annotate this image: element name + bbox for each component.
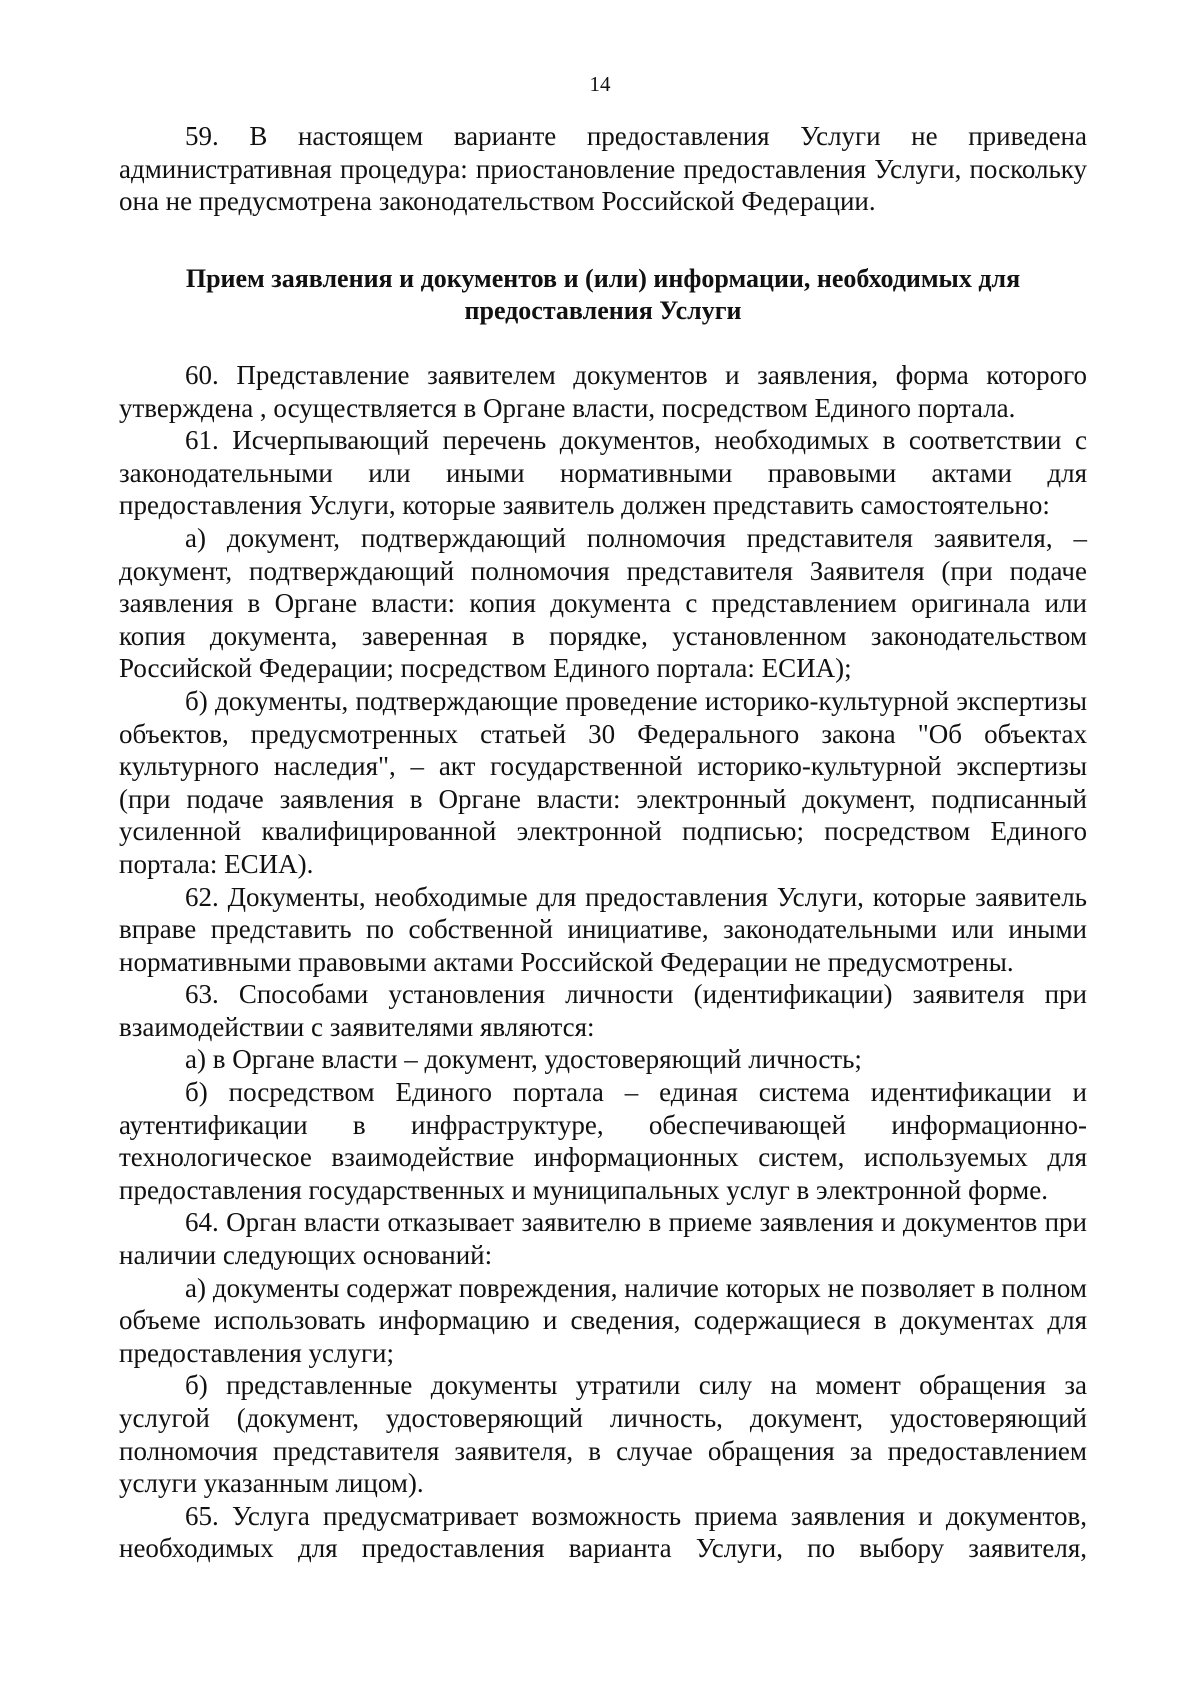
page-number: 14 <box>589 72 611 96</box>
section-heading: Прием заявления и документов и (или) информации, необходимых для предоставления Услуги <box>185 264 1021 325</box>
paragraph-63-a: а) в Органе власти – документ, удостоверяющий личность; <box>185 1044 862 1075</box>
paragraph-61-b: б) документы, подтверждающие проведение историко-культурной экспертизы объектов, предусмотренных статьей 30 Федерального закона "Об объектах культурного наследия", – акт государственной историко-культурной экспертизы (при подаче заявления в Органе власти: электронный документ, подписанный усиленной квалифицированной электронной подписью; посредством Единого портала: ЕСИА). <box>119 685 1087 879</box>
paragraph-64-b: б) представленные документы утратили силу на момент обращения за услугой (документ, удостоверяющий личность, документ, удостоверяющий полномочия представителя заявителя, в случае обращения за предоставлением услуги указанным лицом). <box>119 1370 1087 1499</box>
paragraph-group-intro <box>119 120 1087 218</box>
paragraph-group-main <box>119 359 1087 1565</box>
paragraph-63-b: б) посредством Единого портала – единая система идентификации и аутентификации в инфраструктуре, обеспечивающей информационно-технологическое взаимодействие информационных систем, используемых для предоставления государственных и муниципальных услуг в электронной форме. <box>119 1077 1087 1205</box>
paragraph-59: 59. В настоящем варианте предоставления Услуги не приведена административная процедура: приостановление предоставления Услуги, поскольку она не предусмотрена законодательством Российской Федерации. <box>119 121 1087 217</box>
paragraph-61-a: а) документ, подтверждающий полномочия представителя заявителя, – документ, подтверждающий полномочия представителя Заявителя (при подаче заявления в Органе власти: копия документа с представлением оригинала или копия документа, заверенная в порядке, установленном законодательством Российской Федерации; посредством Единого портала: ЕСИА); <box>119 522 1087 684</box>
paragraph-63: 63. Способами установления личности (идентификации) заявителя при взаимодействии с заявителями являются: <box>119 979 1087 1042</box>
paragraph-64: 64. Орган власти отказывает заявителю в приеме заявления и документов при наличии следующих оснований: <box>119 1207 1087 1271</box>
paragraph-64-a: а) документы содержат повреждения, наличие которых не позволяет в полном объеме использовать информацию и сведения, содержащиеся в документах для предоставления услуги; <box>119 1272 1087 1368</box>
paragraph-61: 61. Исчерпывающий перечень документов, необходимых в соответствии с законодательными или иными нормативными правовыми актами для предоставления Услуги, которые заявитель должен представить самостоятельно: <box>119 425 1087 521</box>
paragraph-62: 62. Документы, необходимые для предоставления Услуги, которые заявитель вправе представить по собственной инициативе, законодательными или иными нормативными правовыми актами Российской Федерации не предусмотрены. <box>119 881 1087 977</box>
paragraph-60: 60. Представление заявителем документов и заявления, форма которого утверждена , осуществляется в Органе власти, посредством Единого портала. <box>119 360 1087 423</box>
paragraph-65: 65. Услуга предусматривает возможность приема заявления и документов, необходимых для предоставления варианта Услуги, по выбору заявителя, <box>119 1500 1087 1564</box>
